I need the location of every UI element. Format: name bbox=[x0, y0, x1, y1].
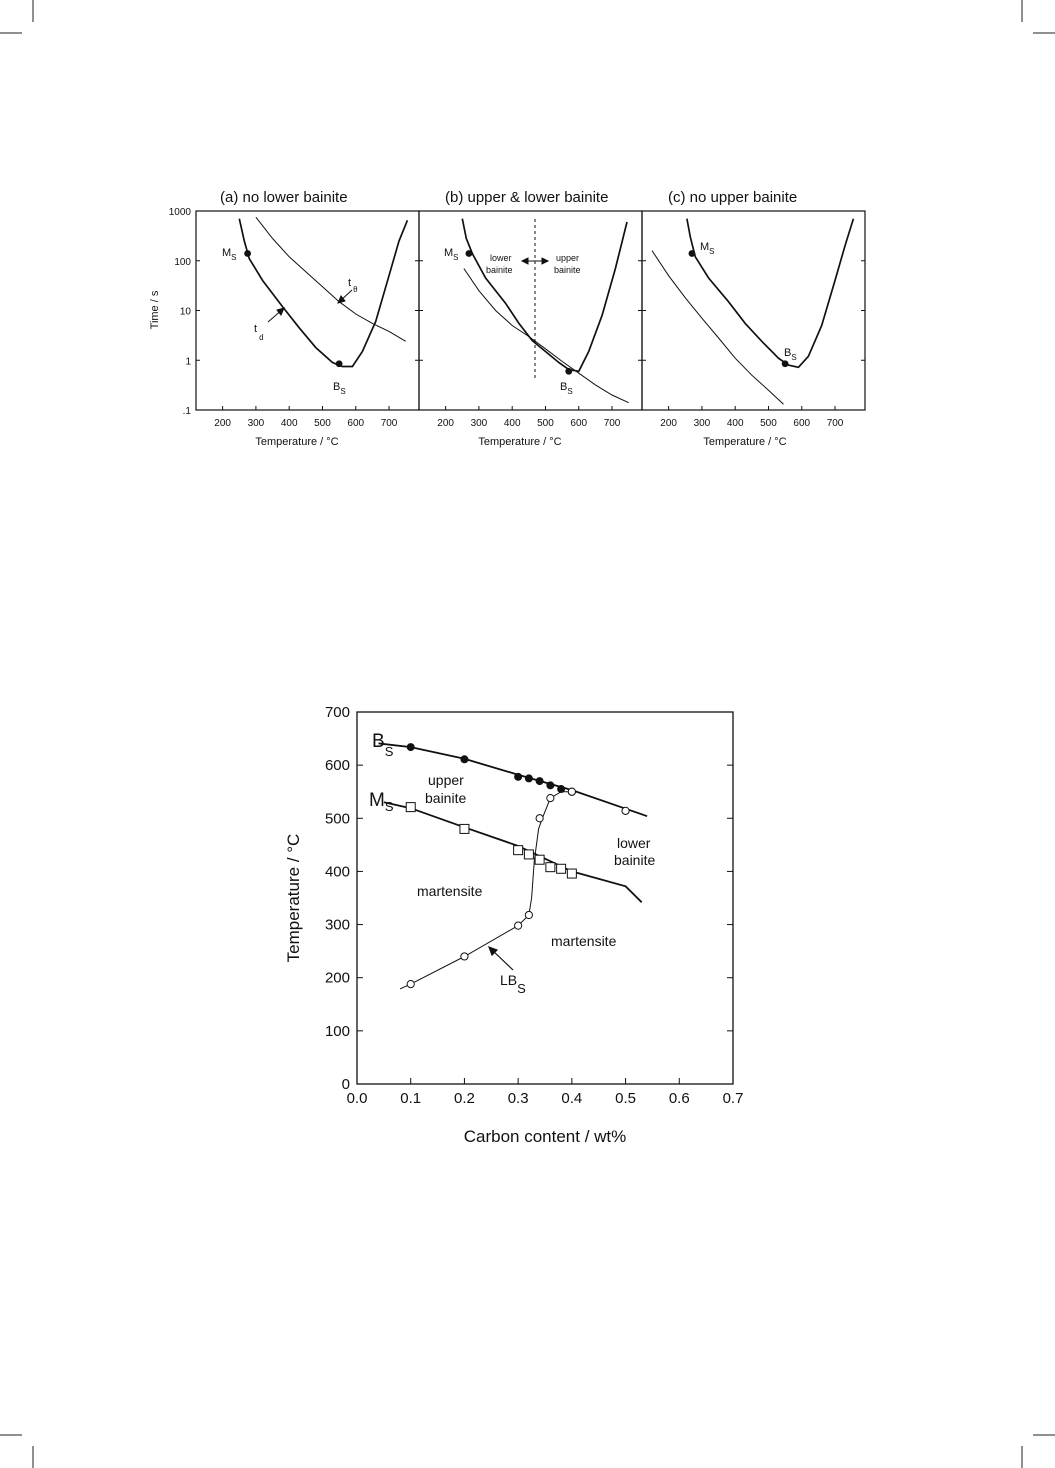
panel-b-bs-marker bbox=[565, 368, 572, 375]
panel-a-xtick-label: 400 bbox=[280, 418, 298, 429]
panel-b-xlabel: Temperature / °C bbox=[478, 436, 562, 448]
panel-a-bs-label: $B_S$ bbox=[333, 381, 346, 396]
panel-a-ttheta-arrow bbox=[338, 290, 352, 303]
panel-c-chart bbox=[642, 189, 865, 448]
bottom-xtick-label: 0.0 bbox=[346, 1090, 368, 1107]
bottom-chart-ylabel: Temperature / °C bbox=[284, 833, 303, 963]
panel-a-frame bbox=[196, 211, 419, 410]
panel-c-ms-marker bbox=[689, 250, 696, 257]
panel-b-ms-label: $M_S$ bbox=[444, 247, 459, 262]
panel-a-td-label: $t_d$ bbox=[254, 323, 264, 342]
panel-a-ttheta-label: $t_\theta$ bbox=[348, 277, 358, 294]
panel-a-ytick-label: 1000 bbox=[168, 207, 191, 218]
lbs-data-point bbox=[407, 980, 414, 987]
panel-c-td-curve bbox=[687, 219, 854, 368]
panel-b-frame bbox=[419, 211, 642, 410]
bottom-ytick-label: 700 bbox=[324, 704, 350, 721]
ms-data-point bbox=[557, 864, 566, 873]
panel-a-td-curve bbox=[239, 219, 407, 367]
panel-a-ytick-label: 10 bbox=[179, 306, 191, 318]
bs-data-point bbox=[536, 777, 544, 785]
panel-b-ms-marker bbox=[466, 250, 473, 257]
bottom-ytick-label: 0 bbox=[341, 1076, 350, 1093]
panel-a-bs-marker bbox=[336, 360, 343, 367]
bottom-ytick-label: 100 bbox=[324, 1022, 350, 1040]
bs-data-point bbox=[514, 773, 522, 781]
panel-b-title: (b) upper & lower bainite bbox=[445, 189, 609, 206]
upper-bainite-label-1: upper bbox=[428, 772, 464, 788]
bs-data-point bbox=[557, 785, 565, 793]
bs-open-data-point bbox=[622, 807, 629, 814]
panel-a-ytick-label: .1 bbox=[182, 406, 191, 417]
panel-b-bs-label: $B_S$ bbox=[560, 381, 573, 396]
bottom-xtick-label: 0.5 bbox=[615, 1090, 637, 1107]
panel-c-xtick-label: 500 bbox=[760, 418, 777, 429]
ms-data-point bbox=[514, 846, 523, 855]
ms-curve-label: $M_S$ bbox=[369, 790, 394, 814]
panel-a-ms-marker bbox=[244, 250, 251, 257]
lbs-data-point bbox=[525, 911, 532, 918]
bottom-ytick-label: 400 bbox=[324, 863, 350, 881]
panel-b-xtick-label: 700 bbox=[603, 418, 621, 429]
panel-a-xtick-label: 500 bbox=[314, 418, 331, 429]
panel-c-xlabel: Temperature / °C bbox=[703, 436, 787, 448]
bottom-xtick-label: 0.6 bbox=[668, 1090, 690, 1107]
ms-data-point bbox=[406, 803, 415, 812]
panel-c-xtick-label: 300 bbox=[693, 418, 711, 429]
bottom-xtick-label: 0.7 bbox=[722, 1090, 744, 1107]
lbs-curve-label: LBS bbox=[500, 972, 526, 996]
panel-a-xlabel: Temperature / °C bbox=[255, 436, 339, 448]
ms-data-point bbox=[535, 855, 544, 864]
bs-curve bbox=[379, 743, 648, 816]
panel-a-ylabel: Time / s bbox=[149, 290, 161, 330]
panel-a-xtick-label: 200 bbox=[214, 418, 231, 429]
panel-b-xtick-label: 600 bbox=[570, 418, 588, 429]
panel-c-bs-label: $B_S$ bbox=[784, 347, 797, 362]
panel-a-xtick-label: 600 bbox=[347, 418, 365, 429]
bs-data-point bbox=[407, 743, 415, 751]
bs-data-point bbox=[525, 774, 533, 782]
bs-data-point bbox=[546, 781, 554, 789]
panel-c-ms-label: $M_S$ bbox=[700, 241, 715, 256]
panel-c-xtick-label: 600 bbox=[793, 418, 811, 429]
bottom-xtick-label: 0.1 bbox=[400, 1090, 422, 1107]
lbs-data-point bbox=[461, 953, 468, 960]
panel-c-xtick-label: 200 bbox=[660, 418, 677, 429]
ms-data-point bbox=[524, 850, 533, 859]
ms-data-point bbox=[546, 863, 555, 872]
panel-a-xtick-label: 300 bbox=[247, 418, 265, 429]
bottom-xtick-label: 0.2 bbox=[453, 1090, 475, 1107]
martensite-right-label: martensite bbox=[551, 933, 617, 949]
panel-b-xtick-label: 500 bbox=[537, 418, 554, 429]
panel-b-lower-label-1: lower bbox=[490, 253, 512, 263]
bottom-xtick-label: 0.4 bbox=[561, 1090, 583, 1107]
bs-data-point bbox=[460, 755, 468, 763]
lbs-data-point bbox=[536, 815, 543, 822]
panel-c-frame bbox=[642, 211, 865, 410]
carbon-temperature-chart bbox=[284, 704, 743, 1146]
bottom-chart-xlabel: Carbon content / wt% bbox=[463, 1127, 627, 1146]
lbs-data-point bbox=[568, 788, 575, 795]
bottom-ytick-label: 300 bbox=[324, 916, 350, 934]
bs-curve-label: $B_S$ bbox=[372, 731, 394, 759]
lower-bainite-label-1: lower bbox=[617, 835, 651, 851]
martensite-left-label: martensite bbox=[417, 883, 483, 899]
panel-b-xtick-label: 300 bbox=[470, 418, 488, 429]
panel-c-title: (c) no upper bainite bbox=[668, 189, 798, 206]
panel-c-bs-marker bbox=[782, 360, 789, 367]
bottom-ytick-label: 500 bbox=[324, 810, 350, 828]
panel-b-lower-label-2: bainite bbox=[486, 265, 513, 275]
panel-a-ms-label: $M_S$ bbox=[222, 247, 237, 262]
panel-a-xtick-label: 700 bbox=[380, 418, 398, 429]
lbs-data-point bbox=[547, 794, 554, 801]
lower-bainite-label-2: bainite bbox=[614, 852, 656, 868]
panel-b-xtick-label: 400 bbox=[503, 418, 521, 429]
panel-c-xtick-label: 400 bbox=[726, 418, 744, 429]
lbs-data-point bbox=[515, 922, 522, 929]
bottom-ytick-label: 600 bbox=[324, 757, 350, 775]
bottom-xtick-label: 0.3 bbox=[507, 1090, 529, 1107]
panel-a-ytick-label: 1 bbox=[185, 356, 191, 368]
upper-bainite-label-2: bainite bbox=[425, 790, 467, 806]
bottom-chart-frame bbox=[357, 712, 733, 1084]
panel-b-upper-label-1: upper bbox=[556, 253, 580, 263]
panel-a-ttheta-curve bbox=[256, 217, 406, 341]
panel-a-title: (a) no lower bainite bbox=[220, 189, 348, 206]
panel-c-xtick-label: 700 bbox=[826, 418, 844, 429]
panel-a-td-arrow bbox=[268, 308, 284, 322]
ms-data-point bbox=[567, 869, 576, 878]
panel-c-ttheta-curve bbox=[652, 251, 784, 405]
panel-b-xtick-label: 200 bbox=[437, 418, 454, 429]
lbs-arrow bbox=[489, 947, 513, 970]
panel-b-upper-label-2: bainite bbox=[554, 265, 581, 275]
panel-a-ytick-label: 100 bbox=[174, 256, 191, 268]
panel-b-ttheta-curve bbox=[464, 269, 629, 403]
panel-a-chart bbox=[149, 189, 419, 448]
ms-data-point bbox=[460, 824, 469, 833]
panel-b-chart bbox=[419, 189, 642, 448]
bottom-ytick-label: 200 bbox=[324, 969, 350, 987]
